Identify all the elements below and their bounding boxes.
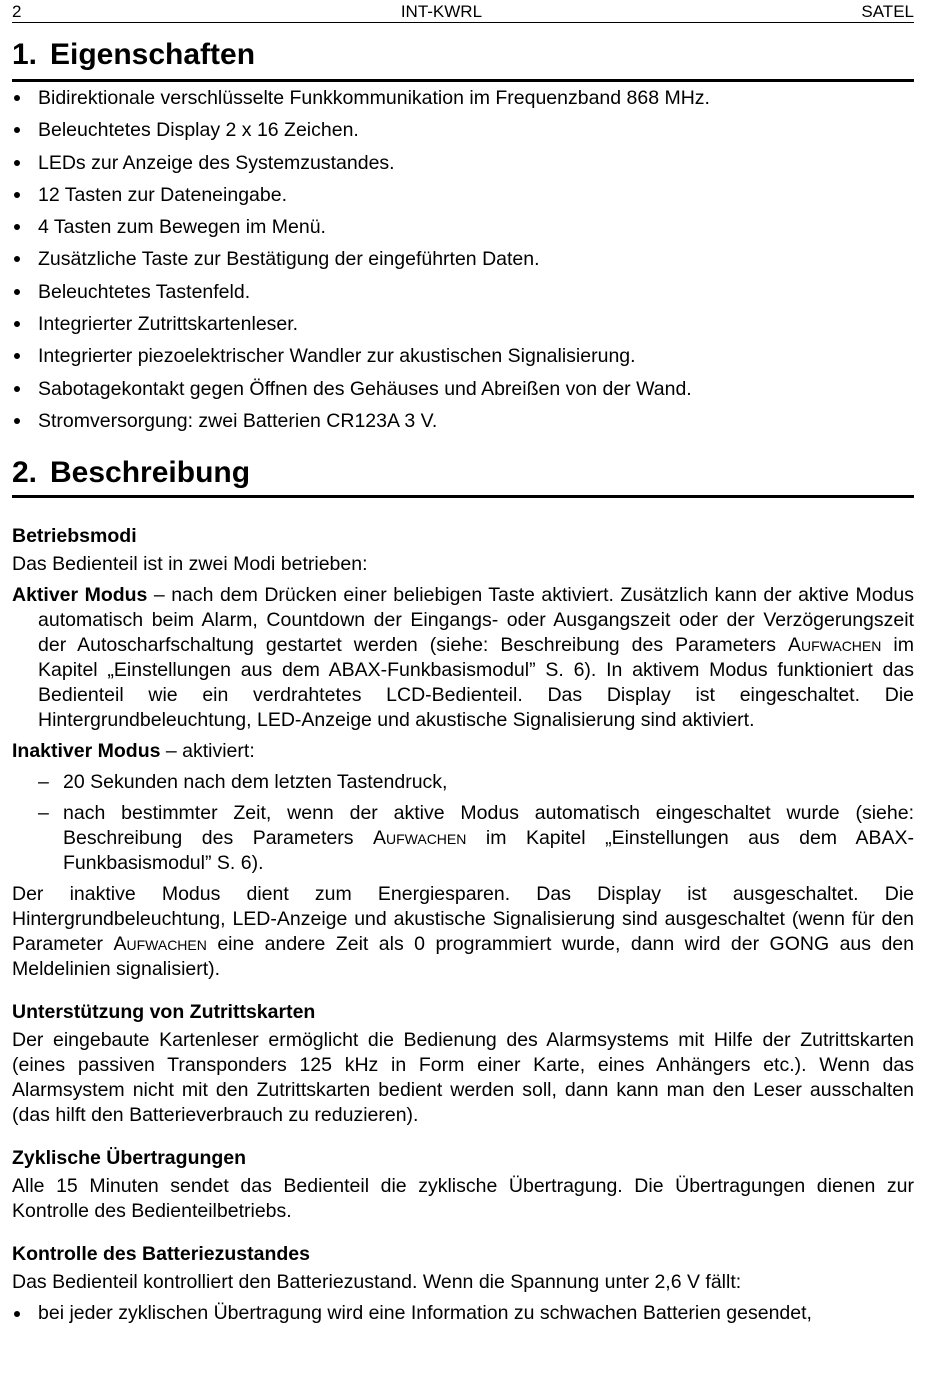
list-item: Zusätzliche Taste zur Bestätigung der eingeführten Daten.: [12, 243, 914, 275]
features-list: [12, 82, 914, 437]
list-item: Bidirektionale verschlüsselte Funkkommunikation im Frequenzband 868 MHz.: [12, 82, 914, 114]
list-item: Sabotagekontakt gegen Öffnen des Gehäuses und Abreißen von der Wand.: [12, 373, 914, 405]
list-item: bei jeder zyklischen Übertragung wird eine Information zu schwachen Batterien gesendet,: [12, 1301, 914, 1326]
section-2-number: 2.: [12, 456, 38, 490]
aktiver-modus-text-1: – nach dem Drücken einer beliebigen Taste aktiviert. Zusätzlich kann der aktive Modus automatisch beim Alarm, Countdown der Eingangs- oder Ausgangszeit oder der Verzögerungszeit der Autoscharfschaltung gestartet werden (siehe: Beschreibung des Parameters: [38, 584, 915, 657]
section-2-title: Beschreibung: [50, 456, 251, 490]
document-page: [12, 0, 914, 1326]
list-item: Beleuchtetes Display 2 x 16 Zeichen.: [12, 114, 914, 146]
list-item: – 20 Sekunden nach dem letzten Tastendruck,: [12, 770, 914, 795]
inaktiver-modus-text: – aktiviert:: [160, 740, 255, 763]
aktiver-modus-label: Aktiver Modus: [12, 584, 148, 607]
running-header: [12, 0, 914, 23]
section-1-number: 1.: [12, 38, 38, 71]
zutrittskarten-heading: Unterstützung von Zutrittskarten: [12, 1001, 316, 1024]
dash-item-text-1: nach bestimmter Zeit, wenn der aktive Modus automatisch eingeschaltet wurde (siehe: Beschreibung des Parameters: [63, 802, 914, 850]
inaktiv-conditions-list: [12, 770, 914, 876]
list-item: LEDs zur Anzeige des Systemzustandes.: [12, 147, 914, 179]
brand-name: SATEL: [861, 2, 914, 21]
list-item: 4 Tasten zum Bewegen im Menü.: [12, 211, 914, 243]
aktiver-modus-paragraph: [12, 583, 914, 733]
list-item: [12, 801, 914, 876]
zyklische-uebertragungen-heading: Zyklische Übertragungen: [12, 1147, 247, 1170]
section-2-heading: [12, 455, 914, 498]
list-item: Integrierter piezoelektrischer Wandler zur akustischen Signalisierung.: [12, 340, 914, 372]
batterie-list: [12, 1301, 914, 1326]
parameter-name: Aufwachen: [373, 827, 467, 850]
betriebsmodi-heading: Betriebsmodi: [12, 525, 137, 548]
zyklische-uebertragungen-paragraph: Alle 15 Minuten sendet das Bedienteil die zyklische Übertragung. Die Übertragungen dienen zur Kontrolle des Bedienteilbetriebs.: [12, 1175, 914, 1223]
aktiver-modus-text-2: im Kapitel „Einstellungen aus dem ABAX-Funkbasismodul” S. 6). In aktivem Modus funktioniert das Bedienteil wie ein verdrahtetes LCD-Bedienteil. Das Display ist eingeschaltet. Die Hintergrundbeleuchtung, LED-Anzeige und akustische Signalisierung sind aktiviert.: [38, 634, 914, 732]
list-item: 12 Tasten zur Dateneingabe.: [12, 179, 914, 211]
zutrittskarten-paragraph: Der eingebaute Kartenleser ermöglicht die Bedienung des Alarmsystems mit Hilfe der Zutrittskarten (eines passiven Transponders 125 kHz in Form einer Karte, eines Anhängers etc.). Wenn das Alarmsystem nicht mit den Zutrittskarten bedient werden soll, dann kann man den Leser ausschalten (das hilft den Batterieverbrauch zu reduzieren).: [12, 1029, 914, 1127]
inaktiver-modus-line: [12, 739, 914, 764]
document-title: INT-KWRL: [400, 2, 483, 21]
dash-item-text-2: im Kapitel „Einstellungen aus dem ABAX-Funkbasismodul” S. 6).: [63, 827, 914, 875]
inaktiver-modus-paragraph: [12, 882, 914, 982]
parameter-name: Aufwachen: [113, 933, 207, 956]
inaktiv-para-text-2: eine andere Zeit als 0 programmiert wurde, dann wird der GONG aus den Meldelinien signalisiert).: [12, 933, 914, 981]
list-item: Integrierter Zutrittskartenleser.: [12, 308, 914, 340]
list-item: Stromversorgung: zwei Batterien CR123A 3 V.: [12, 405, 914, 437]
list-item: Beleuchtetes Tastenfeld.: [12, 276, 914, 308]
batteriezustand-heading: Kontrolle des Batteriezustandes: [12, 1243, 310, 1266]
section-1-heading: [12, 37, 914, 82]
inaktiver-modus-label: Inaktiver Modus: [12, 740, 161, 763]
betriebsmodi-intro: Das Bedienteil ist in zwei Modi betrieben:: [12, 553, 368, 576]
inaktiv-para-text-1: Der inaktive Modus dient zum Energiesparen. Das Display ist ausgeschaltet. Die Hintergrundbeleuchtung, LED-Anzeige und akustische Signalisierung sind ausgeschaltet (wenn für den Parameter: [12, 883, 914, 956]
page-number: 2: [12, 2, 22, 21]
batteriezustand-paragraph: Das Bedienteil kontrolliert den Batteriezustand. Wenn die Spannung unter 2,6 V fällt:: [12, 1271, 742, 1294]
parameter-name: Aufwachen: [788, 634, 882, 657]
section-1-title: Eigenschaften: [50, 38, 256, 71]
